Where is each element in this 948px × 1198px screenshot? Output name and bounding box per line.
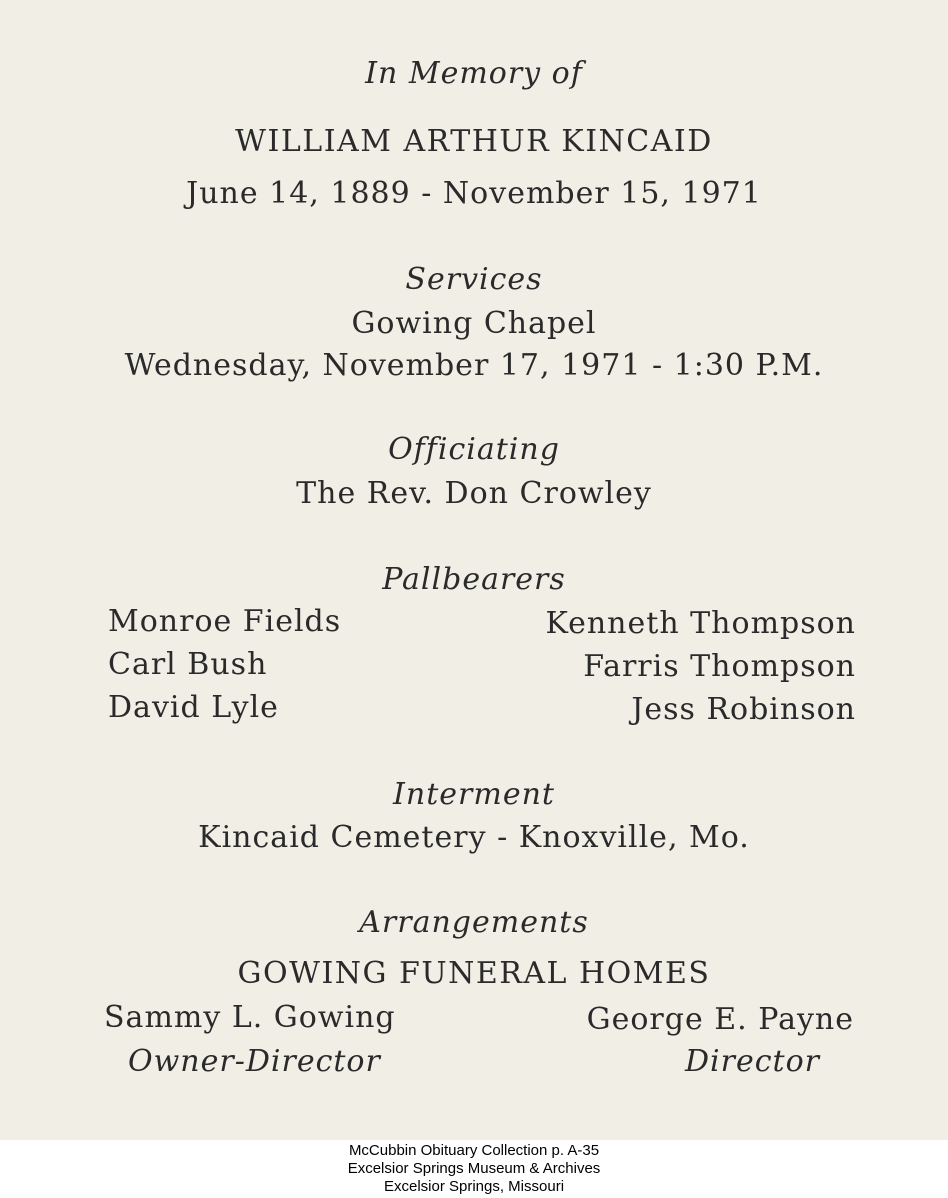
pallbearer-left-2: Carl Bush bbox=[108, 647, 268, 682]
memory-heading: In Memory of bbox=[365, 56, 583, 91]
pallbearers-heading: Pallbearers bbox=[382, 562, 566, 597]
director-right-title: Director bbox=[684, 1044, 820, 1079]
pallbearer-right-2: Farris Thompson bbox=[583, 649, 856, 684]
pallbearer-left-1: Monroe Fields bbox=[108, 604, 342, 639]
pallbearer-left-3: David Lyle bbox=[108, 690, 279, 725]
life-dates: June 14, 1889 - November 15, 1971 bbox=[186, 176, 762, 211]
pallbearer-right-3: Jess Robinson bbox=[631, 692, 856, 727]
services-datetime: Wednesday, November 17, 1971 - 1:30 P.M. bbox=[124, 348, 824, 383]
interment-location: Kincaid Cemetery - Knoxville, Mo. bbox=[198, 820, 750, 855]
director-right-name: George E. Payne bbox=[586, 1002, 854, 1037]
director-left-title: Owner-Director bbox=[128, 1044, 381, 1079]
pallbearer-right-1: Kenneth Thompson bbox=[545, 606, 856, 641]
services-location: Gowing Chapel bbox=[351, 306, 597, 341]
director-left-name: Sammy L. Gowing bbox=[104, 1000, 396, 1035]
interment-heading: Interment bbox=[393, 777, 555, 812]
caption-line-1: McCubbin Obituary Collection p. A-35 bbox=[348, 1142, 600, 1159]
caption-line-2: Excelsior Springs Museum & Archives bbox=[347, 1160, 601, 1177]
funeral-home-name: GOWING FUNERAL HOMES bbox=[237, 956, 711, 991]
officiating-heading: Officiating bbox=[388, 432, 560, 467]
archive-caption bbox=[0, 1142, 948, 1196]
arrangements-heading: Arrangements bbox=[359, 905, 589, 940]
services-heading: Services bbox=[405, 262, 543, 297]
caption-line-3: Excelsior Springs, Missouri bbox=[383, 1178, 565, 1195]
deceased-name: WILLIAM ARTHUR KINCAID bbox=[235, 124, 713, 159]
officiating-name: The Rev. Don Crowley bbox=[296, 476, 652, 511]
